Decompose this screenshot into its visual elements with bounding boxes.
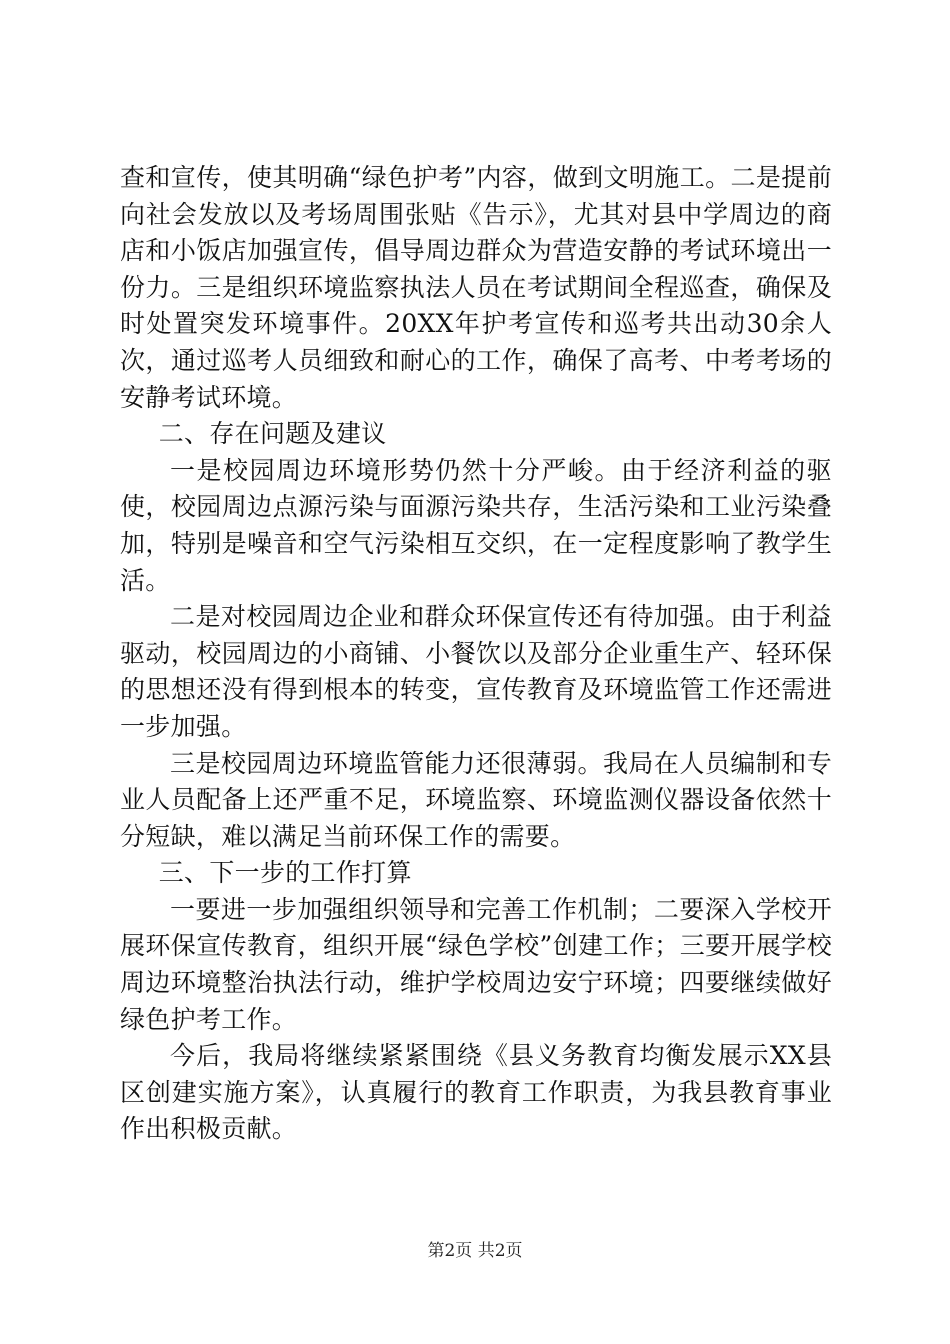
section-heading-problems: 二、存在问题及建议: [158, 419, 387, 449]
paragraph-problem-3: 三是校园周边环境监管能力还很薄弱。我局在人员编制和专业人员配备上还严重不足，环境监察、环境监测仪器设备依然十分短缺，难以满足当前环保工作的需要。: [120, 748, 832, 851]
page-footer: 第2页 共2页: [427, 1241, 523, 1261]
paragraph-conclusion: 今后，我局将继续紧紧围绕《县义务教育均衡发展示XX县区创建实施方案》，认真履行的教育工作职责，为我县教育事业作出积极贡献。: [120, 1041, 832, 1144]
document-body: [120, 160, 832, 1148]
paragraph-continuation: 查和宣传，使其明确“绿色护考”内容，做到文明施工。二是提前向社会发放以及考场周围张贴《告示》，尤其对县中学周边的商店和小饭店加强宣传，倡导周边群众为营造安静的考试环境出一份力。三是组织环境监察执法人员在考试期间全程巡查，确保及时处置突发环境事件。20XX年护考宣传和巡考共出动30余人次，通过巡考人员细致和耐心的工作，确保了高考、中考考场的安静考试环境。: [120, 163, 832, 412]
paragraph-next-steps: 一要进一步加强组织领导和完善工作机制；二要深入学校开展环保宣传教育，组织开展“绿色学校”创建工作；三要开展学校周边环境整治执法行动，维护学校周边安宁环境；四要继续做好绿色护考工作。: [120, 894, 832, 1034]
paragraph-problem-1: 一是校园周边环境形势仍然十分严峻。由于经济利益的驱使，校园周边点源污染与面源污染共存，生活污染和工业污染叠加，特别是噪音和空气污染相互交织，在一定程度影响了教学生活。: [120, 455, 832, 595]
paragraph-problem-2: 二是对校园周边企业和群众环保宣传还有待加强。由于利益驱动，校园周边的小商铺、小餐饮以及部分企业重生产、轻环保的思想还没有得到根本的转变，宣传教育及环境监管工作还需进一步加强。: [120, 602, 832, 741]
section-heading-next-steps: 三、下一步的工作打算: [158, 858, 412, 888]
